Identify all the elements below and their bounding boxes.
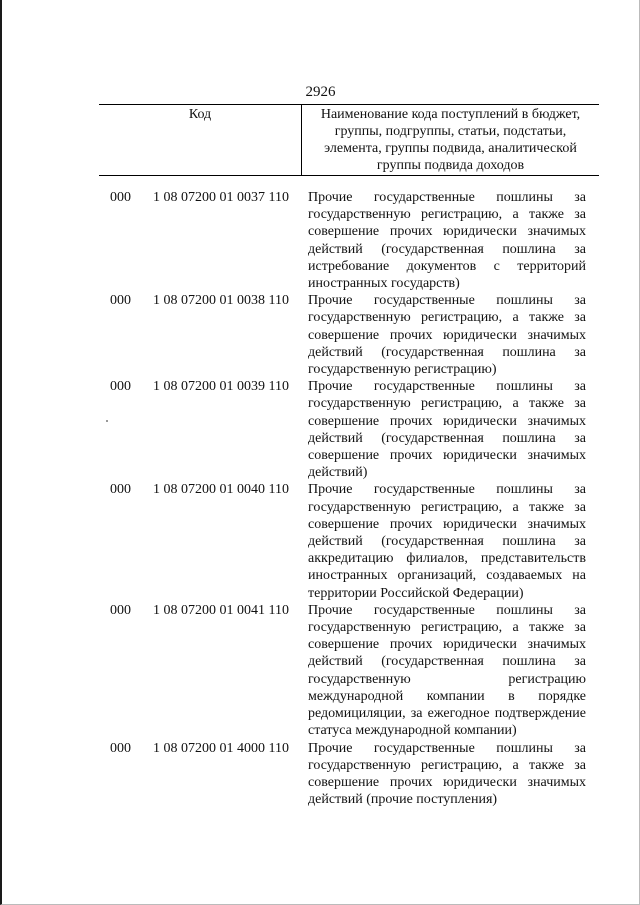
header-name-cell — [302, 105, 599, 175]
header-name-line: группы подвида доходов — [376, 158, 525, 173]
description-line: государственную регистрацию, а также за — [308, 310, 586, 326]
page-number: 2926 — [305, 84, 336, 100]
description-line: Прочие государственные пошлины за — [308, 740, 586, 756]
admin-code: 000 — [110, 379, 131, 395]
description-line: совершение прочих юридически значимых — [308, 224, 586, 240]
revenue-code: 1 08 07200 01 0038 110 — [153, 293, 289, 309]
description-line: редомициляции, за ежегодное подтверждение — [308, 706, 586, 722]
table-row — [2, 189, 639, 292]
table-row — [2, 740, 639, 809]
description-line: совершение прочих юридически значимых — [308, 637, 586, 653]
description-line: иностранных организаций, создаваемых на — [308, 568, 586, 584]
description-line: международной компании в порядке — [308, 688, 586, 704]
description-line: действий (государственная пошлина за — [308, 241, 586, 257]
description-line: Прочие государственные пошлины за — [308, 379, 586, 395]
revenue-description — [308, 378, 586, 481]
header-name-line: Наименование кода поступлений в бюджет, — [320, 107, 581, 122]
description-line: совершение прочих юридически значимых — [308, 448, 586, 464]
description-line: действий (прочие поступления) — [308, 792, 498, 808]
description-line: статуса международной компании) — [308, 723, 517, 739]
header-name-line: элемента, группы подвида, аналитической — [324, 141, 577, 156]
description-line: государственную регистрацию, а также за — [308, 499, 586, 515]
revenue-description — [308, 189, 586, 292]
table-header — [99, 104, 599, 176]
description-line: государственную регистрацию, а также за — [308, 207, 586, 223]
description-line: государственную регистрацию, а также за — [308, 396, 586, 412]
scan-artifact — [106, 420, 108, 422]
description-line: совершение прочих юридически значимых — [308, 327, 586, 343]
description-line: государственную регистрацию, а также за — [308, 757, 586, 773]
description-line: действий (государственная пошлина за — [308, 430, 586, 446]
admin-code: 000 — [110, 293, 131, 309]
revenue-description — [308, 481, 586, 601]
description-line: территории Российской Федерации) — [308, 585, 524, 601]
description-line: аккредитацию филиалов, представительств — [308, 551, 586, 567]
description-line: совершение прочих юридически значимых — [308, 774, 586, 790]
revenue-description — [308, 292, 586, 378]
table-row — [2, 602, 639, 740]
description-line: государственную регистрацию — [308, 671, 586, 687]
description-line: действий (государственная пошлина за — [308, 344, 586, 360]
table-row — [2, 378, 639, 481]
revenue-description — [308, 740, 586, 809]
revenue-code: 1 08 07200 01 0037 110 — [153, 190, 289, 205]
admin-code: 000 — [110, 482, 131, 498]
description-line: действий (государственная пошлина за — [308, 654, 586, 670]
description-line: действий) — [308, 465, 368, 481]
description-line: Прочие государственные пошлины за — [308, 190, 586, 205]
description-line: совершение прочих юридически значимых — [308, 413, 586, 429]
description-line: Прочие государственные пошлины за — [308, 482, 586, 498]
revenue-code: 1 08 07200 01 0041 110 — [153, 602, 289, 618]
description-line: Прочие государственные пошлины за — [308, 293, 586, 309]
description-line: государственную регистрацию) — [308, 362, 497, 378]
revenue-code: 1 08 07200 01 4000 110 — [153, 740, 289, 756]
admin-code: 000 — [110, 190, 131, 205]
description-line: иностранных государств) — [308, 276, 460, 292]
description-line: совершение прочих юридически значимых — [308, 516, 586, 532]
header-name-line: группы, подгруппы, статьи, подстатьи, — [334, 124, 567, 139]
table-body — [2, 189, 639, 808]
header-code-cell: Код — [99, 105, 302, 175]
description-line: государственную регистрацию, а также за — [308, 620, 586, 636]
revenue-code: 1 08 07200 01 0040 110 — [153, 482, 289, 498]
admin-code: 000 — [110, 740, 131, 756]
description-line: Прочие государственные пошлины за — [308, 602, 586, 618]
admin-code: 000 — [110, 602, 131, 618]
revenue-code: 1 08 07200 01 0039 110 — [153, 379, 289, 395]
revenue-description — [308, 602, 586, 740]
description-line: истребование документов с территорий — [308, 258, 586, 274]
description-line: действий (государственная пошлина за — [308, 534, 586, 550]
table-row — [2, 292, 639, 378]
table-row — [2, 481, 639, 601]
